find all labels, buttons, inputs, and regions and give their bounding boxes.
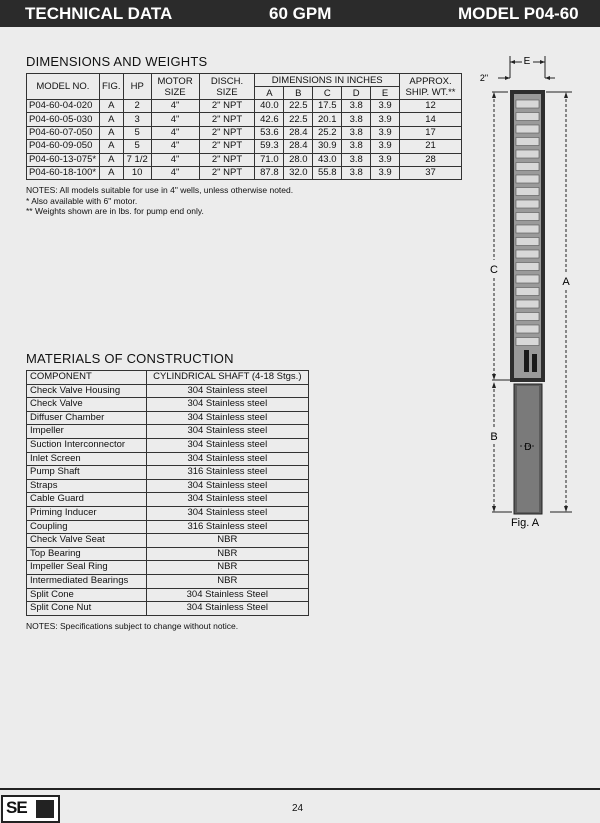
table-cell: 4" (151, 166, 199, 179)
table-cell: 3.8 (342, 100, 371, 113)
table-cell: 3.8 (342, 126, 371, 139)
component-name: Impeller (27, 425, 147, 439)
table-cell: 28 (400, 153, 462, 166)
component-name: Suction Interconnector (27, 438, 147, 452)
note-line: * Also available with 6" motor. (26, 195, 138, 206)
table-cell: 3.8 (342, 140, 371, 153)
pump-stage (516, 100, 539, 108)
pump-stage (516, 200, 539, 208)
table-cell: 5 (123, 126, 151, 139)
table-cell: 4" (151, 126, 199, 139)
table-cell: 59.3 (255, 140, 284, 153)
table-row (27, 398, 309, 412)
col-a: A (255, 87, 284, 100)
pump-stage (516, 313, 539, 321)
table-cell: 4" (151, 153, 199, 166)
table-cell: 3.9 (371, 113, 400, 126)
table-cell: P04-60-13-075* (27, 153, 100, 166)
material-name: 304 Stainless steel (146, 398, 308, 412)
material-name: 316 Stainless steel (146, 520, 308, 534)
table-cell: 2 (123, 100, 151, 113)
arrow (492, 506, 496, 512)
label-d: D (524, 442, 532, 453)
header-model: MODEL P04-60 (458, 4, 579, 23)
material-name: NBR (146, 534, 308, 548)
arrow (505, 76, 510, 80)
table-cell: A (99, 126, 123, 139)
col-ship: APPROX. SHIP. WT.** (400, 74, 462, 100)
page-header (0, 0, 600, 27)
header-flow: 60 GPM (269, 4, 332, 23)
table-cell: 3.9 (371, 166, 400, 179)
pump-stage (516, 325, 539, 333)
component-name: Check Valve Seat (27, 534, 147, 548)
pump-stage (516, 113, 539, 121)
col-fig: FIG. (99, 74, 123, 100)
pump-stage (516, 338, 539, 346)
table-cell: 25.2 (313, 126, 342, 139)
table-cell: 2" NPT (199, 140, 255, 153)
table-cell: 40.0 (255, 100, 284, 113)
table-cell: P04-60-05-030 (27, 113, 100, 126)
pump-stage (516, 225, 539, 233)
table-row (27, 438, 309, 452)
table-row (27, 113, 462, 126)
table-cell: A (99, 113, 123, 126)
component-name: Cable Guard (27, 493, 147, 507)
table-cell: 42.6 (255, 113, 284, 126)
col-shaft: CYLINDRICAL SHAFT (4-18 Stgs.) (146, 371, 308, 385)
table-row (27, 425, 309, 439)
table-row (27, 153, 462, 166)
table-row (27, 561, 309, 575)
table-cell: 43.0 (313, 153, 342, 166)
arrow (564, 92, 568, 98)
table-cell: 3.8 (342, 166, 371, 179)
table-row (27, 547, 309, 561)
table-cell: 22.5 (284, 100, 313, 113)
table-cell: 4" (151, 100, 199, 113)
table-cell: 12 (400, 100, 462, 113)
table-cell: 4" (151, 113, 199, 126)
col-b: B (284, 87, 313, 100)
table-cell: 10 (123, 166, 151, 179)
table-row (27, 506, 309, 520)
footer-divider (0, 788, 600, 790)
table-cell: 3.9 (371, 100, 400, 113)
company-logo (1, 795, 60, 823)
component-name: Split Cone Nut (27, 602, 147, 616)
table-cell: 53.6 (255, 126, 284, 139)
figure-caption: Fig. A (510, 517, 540, 529)
table-row (27, 411, 309, 425)
material-name: NBR (146, 574, 308, 588)
table-row (27, 166, 462, 179)
table-cell: 2" NPT (199, 153, 255, 166)
material-name: 304 Stainless Steel (146, 588, 308, 602)
material-name: 304 Stainless steel (146, 506, 308, 520)
component-name: Diffuser Chamber (27, 411, 147, 425)
material-name: 316 Stainless steel (146, 466, 308, 480)
col-component: COMPONENT (27, 371, 147, 385)
table-cell: 28.4 (284, 140, 313, 153)
table-row (27, 384, 309, 398)
pump-inner (514, 94, 541, 378)
arrow (564, 506, 568, 512)
table-row (27, 466, 309, 480)
material-name: 304 Stainless steel (146, 452, 308, 466)
component-name: Check Valve Housing (27, 384, 147, 398)
pump-stage (516, 138, 539, 146)
materials-table (26, 370, 309, 616)
table-cell: 22.5 (284, 113, 313, 126)
coupling (524, 350, 529, 372)
table-row (27, 479, 309, 493)
materials-note: NOTES: Specifications subject to change without notice. (26, 621, 239, 631)
logo-text: SE (6, 798, 27, 817)
pump-diagram (470, 50, 595, 540)
table-cell: 3.9 (371, 153, 400, 166)
note-line: ** Weights shown are in lbs. for pump end only. (26, 206, 204, 216)
col-motor: MOTOR SIZE (151, 74, 199, 100)
table-cell: 2" NPT (199, 113, 255, 126)
header-title: TECHNICAL DATA (25, 4, 173, 23)
label-c: C (490, 264, 498, 276)
table-row (27, 588, 309, 602)
pump-stage (516, 213, 539, 221)
table-row (27, 126, 462, 139)
material-name: 304 Stainless steel (146, 425, 308, 439)
component-name: Coupling (27, 520, 147, 534)
pump-stage (516, 275, 539, 283)
table-cell: 14 (400, 113, 462, 126)
table-cell: 37 (400, 166, 462, 179)
table-cell: 3.9 (371, 126, 400, 139)
table-cell: 3.8 (342, 113, 371, 126)
label-e: E (523, 56, 531, 67)
table-row (27, 534, 309, 548)
table-cell: 3.8 (342, 153, 371, 166)
col-e: E (371, 87, 400, 100)
table-cell: 17.5 (313, 100, 342, 113)
table-cell: 17 (400, 126, 462, 139)
col-disch: DISCH. SIZE (199, 74, 255, 100)
coupling (532, 354, 537, 372)
table-cell: P04-60-09-050 (27, 140, 100, 153)
table-row (27, 520, 309, 534)
materials-title: MATERIALS OF CONSTRUCTION (26, 351, 234, 366)
material-name: NBR (146, 547, 308, 561)
label-a: A (562, 276, 570, 288)
component-name: Priming Inducer (27, 506, 147, 520)
table-cell: A (99, 153, 123, 166)
table-cell: 2" NPT (199, 126, 255, 139)
pump-stage (516, 263, 539, 271)
table-row (27, 452, 309, 466)
table-cell: A (99, 166, 123, 179)
table-cell: P04-60-07-050 (27, 126, 100, 139)
dimensions-title: DIMENSIONS AND WEIGHTS (26, 54, 208, 69)
material-name: 304 Stainless steel (146, 479, 308, 493)
component-name: Pump Shaft (27, 466, 147, 480)
table-cell: 87.8 (255, 166, 284, 179)
table-cell: A (99, 140, 123, 153)
table-cell: 28.0 (284, 153, 313, 166)
col-d: D (342, 87, 371, 100)
arrow (492, 92, 496, 98)
label-2in: 2" (479, 73, 489, 83)
col-model: MODEL NO. (27, 74, 100, 100)
table-row (27, 602, 309, 616)
component-name: Inlet Screen (27, 452, 147, 466)
table-cell: 21 (400, 140, 462, 153)
component-name: Straps (27, 479, 147, 493)
table-cell: 2" NPT (199, 100, 255, 113)
table-cell: 55.8 (313, 166, 342, 179)
arrow (492, 374, 496, 380)
dimensions-notes (26, 185, 293, 217)
col-c: C (313, 87, 342, 100)
material-name: 304 Stainless Steel (146, 602, 308, 616)
component-name: Top Bearing (27, 547, 147, 561)
pump-stage (516, 163, 539, 171)
component-name: Impeller Seal Ring (27, 561, 147, 575)
table-cell: 5 (123, 140, 151, 153)
dimensions-table (26, 73, 462, 180)
pump-stage (516, 250, 539, 258)
table-cell: 32.0 (284, 166, 313, 179)
table-row (27, 493, 309, 507)
pump-stage (516, 188, 539, 196)
table-cell: A (99, 100, 123, 113)
component-name: Intermediated Bearings (27, 574, 147, 588)
table-cell: 4" (151, 140, 199, 153)
table-row (27, 574, 309, 588)
logo-mark (36, 800, 54, 818)
material-name: NBR (146, 561, 308, 575)
pump-stage (516, 238, 539, 246)
table-cell: P04-60-04-020 (27, 100, 100, 113)
col-hp: HP (123, 74, 151, 100)
table-cell: 3 (123, 113, 151, 126)
pump-stage (516, 150, 539, 158)
arrow (492, 382, 496, 388)
table-cell: 3.9 (371, 140, 400, 153)
arrow (540, 60, 545, 64)
table-row (27, 140, 462, 153)
table-cell: 71.0 (255, 153, 284, 166)
pump-stage (516, 288, 539, 296)
pump-stage (516, 175, 539, 183)
note-line: NOTES: All models suitable for use in 4" wells, unless otherwise noted. (26, 185, 294, 195)
table-cell: 28.4 (284, 126, 313, 139)
table-cell: P04-60-18-100* (27, 166, 100, 179)
material-name: 304 Stainless steel (146, 384, 308, 398)
table-cell: 30.9 (313, 140, 342, 153)
page-number: 24 (292, 803, 304, 814)
pump-stage (516, 300, 539, 308)
table-cell: 2" NPT (199, 166, 255, 179)
table-cell: 20.1 (313, 113, 342, 126)
material-name: 304 Stainless steel (146, 493, 308, 507)
arrow (510, 60, 515, 64)
component-name: Check Valve (27, 398, 147, 412)
material-name: 304 Stainless steel (146, 411, 308, 425)
arrow (545, 76, 550, 80)
component-name: Split Cone (27, 588, 147, 602)
col-dims: DIMENSIONS IN INCHES (255, 74, 400, 87)
table-cell: 7 1/2 (123, 153, 151, 166)
pump-stage (516, 125, 539, 133)
label-b: B (490, 431, 498, 443)
table-row (27, 100, 462, 113)
material-name: 304 Stainless steel (146, 438, 308, 452)
